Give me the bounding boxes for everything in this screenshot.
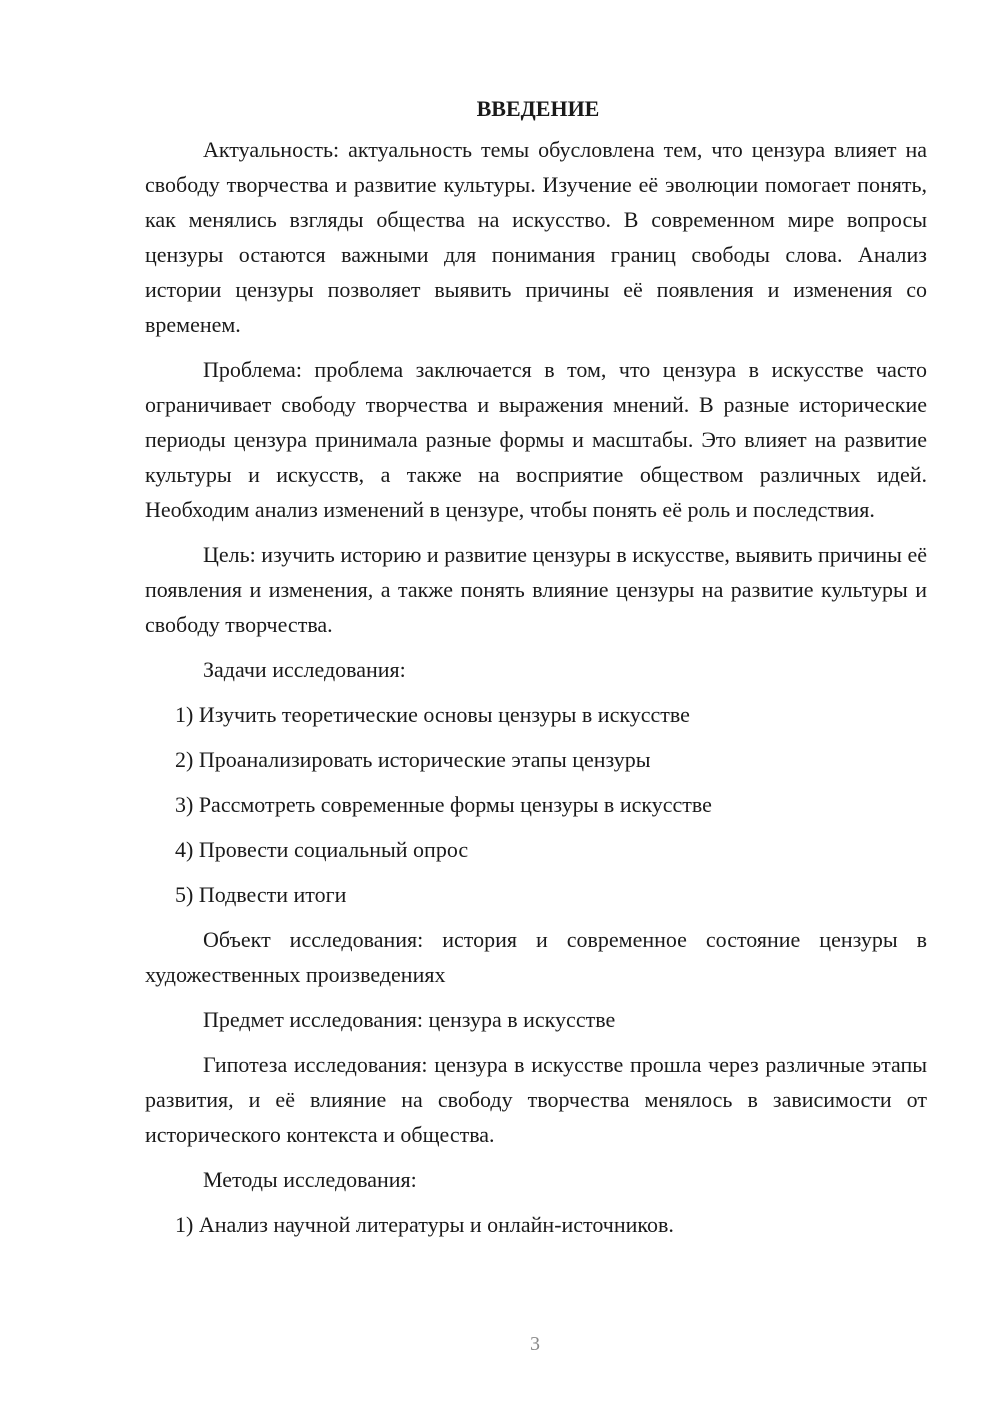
relevance-paragraph: Актуальность: актуальность темы обусловлена тем, что цензура влияет на свободу творчества и развитие культуры. Изучение её эволюции помогает понять, как менялись взгляды общества на искусство. В современном мире вопросы цензуры остаются важными для понимания границ свободы слова. Анализ истории цензуры позволяет выявить причины её появления и изменения со временем. [145,137,927,337]
task-item: 2) Проанализировать исторические этапы цензуры [175,747,651,772]
hypothesis-paragraph: Гипотеза исследования: цензура в искусстве прошла через различные этапы развития, и её влияние на свободу творчества менялось в зависимости от исторического контекста и общества. [145,1052,927,1147]
task-item: 5) Подвести итоги [175,882,347,907]
task-item: 3) Рассмотреть современные формы цензуры в искусстве [175,792,712,817]
tasks-heading: Задачи исследования: [203,657,406,682]
document-page [145,92,927,1252]
object-paragraph: Объект исследования: история и современное состояние цензуры в художественных произведениях [145,927,927,987]
task-item: 4) Провести социальный опрос [175,837,469,862]
methods-heading: Методы исследования: [203,1167,417,1192]
problem-paragraph: Проблема: проблема заключается в том, что цензура в искусстве часто ограничивает свободу творчества и выражения мнений. В разные исторические периоды цензура принимала разные формы и масштабы. Это влияет на развитие культуры и искусств, а также на восприятие обществом различных идей. Необходим анализ изменений в цензуре, чтобы понять её роль и последствия. [145,357,927,522]
page-number: 3 [530,1333,540,1355]
section-title: ВВЕДЕНИЕ [476,96,600,121]
task-item: 1) Изучить теоретические основы цензуры в искусстве [175,702,690,727]
subject-paragraph: Предмет исследования: цензура в искусстве [203,1007,616,1032]
goal-paragraph: Цель: изучить историю и развитие цензуры в искусстве, выявить причины её появления и изменения, а также понять влияние цензуры на развитие культуры и свободу творчества. [145,542,927,637]
method-item: 1) Анализ научной литературы и онлайн-источников. [175,1212,674,1237]
